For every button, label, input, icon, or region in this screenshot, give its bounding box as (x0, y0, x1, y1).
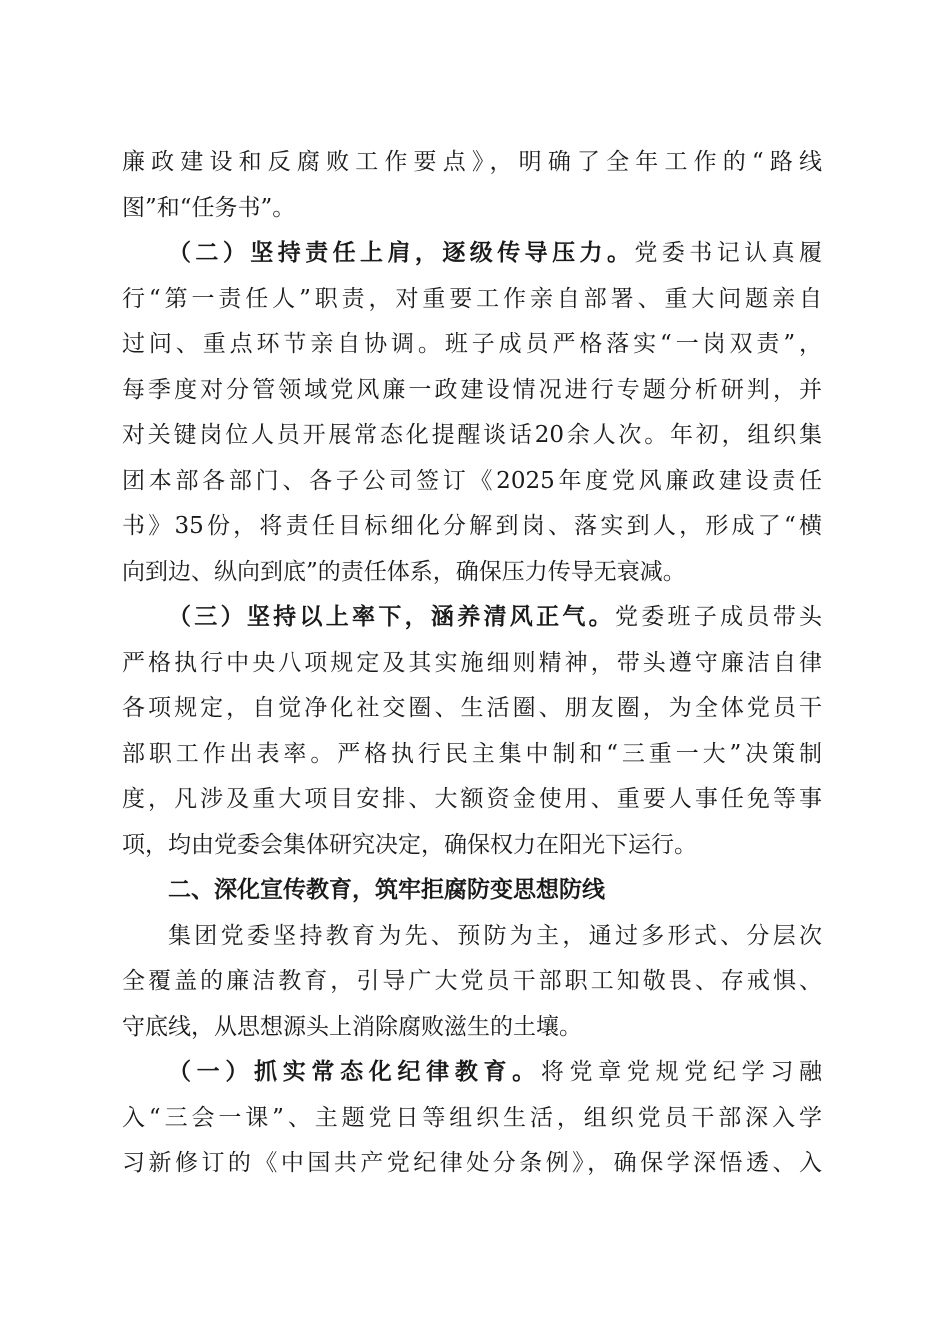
section-heading: 二、深化宣传教育，筑牢拒腐防变思想防线 (168, 877, 605, 903)
text-line: 入“三会一课”、主题党日等组织生活，组织党员干部深入学 (122, 1104, 822, 1131)
text-line: 廉政建设和反腐败工作要点》，明确了全年工作的“路线 (122, 149, 822, 175)
text-line: 书》35份，将责任目标细化分解到岗、落实到人，形成了“横 (122, 513, 822, 539)
text-line: 向到边、纵向到底”的责任体系，确保压力传导无衰减。 (122, 558, 686, 585)
paragraph-lead-line (122, 595, 822, 641)
text-line: 集团党委坚持教育为先、预防为主，通过多形式、分层次 (168, 922, 822, 949)
paragraph-lead: （一）抓实常态化纪律教育。 (168, 1059, 541, 1085)
paragraph-lead: （二）坚持责任上肩，逐级传导压力。 (168, 240, 635, 266)
paragraph-lead: （三）坚持以上率下，涵养清风正气。 (168, 604, 615, 630)
text-line: 图”和“任务书”。 (122, 194, 296, 221)
text-line: 过问、重点环节亲自协调。班子成员严格落实“一岗双责”， (122, 331, 822, 357)
text-line: 守底线，从思想源头上消除腐败滋生的土壤。 (122, 1013, 582, 1040)
text-line: 全覆盖的廉洁教育，引导广大党员干部职工知敬畏、存戒惧、 (122, 968, 822, 994)
text-line: 严格执行中央八项规定及其实施细则精神，带头遵守廉洁自律 (122, 649, 822, 676)
paragraph-lead-line (122, 231, 822, 277)
text-span: 党委书记认真履 (634, 240, 823, 266)
text-line: 习新修订的《中国共产党纪律处分条例》，确保学深悟透、入 (122, 1150, 822, 1176)
text-line: 部职工作出表率。严格执行民主集中制和“三重一大”决策制 (122, 740, 822, 767)
text-line: 每季度对分管领域党风廉一政建设情况进行专题分析研判，并 (122, 376, 822, 403)
text-line: 项，均由党委会集体研究决定，确保权力在阳光下运行。 (122, 831, 697, 858)
paragraph-lead-line (122, 1050, 822, 1096)
text-span: 党委班子成员带头 (614, 604, 823, 630)
text-line: 度，凡涉及重大项目安排、大额资金使用、重要人事任免等事 (122, 786, 822, 812)
text-line: 行“第一责任人”职责，对重要工作亲自部署、重大问题亲自 (122, 285, 822, 312)
text-line: 各项规定，自觉净化社交圈、生活圈、朋友圈，为全体党员干 (122, 695, 822, 721)
document-body (122, 140, 822, 1187)
text-line: 团本部各部门、各子公司签订《2025年度党风廉政建设责任 (122, 467, 822, 494)
text-line: 对关键岗位人员开展常态化提醒谈话20余人次。年初，组织集 (122, 422, 822, 448)
text-span: 将党章党规党纪学习融 (540, 1059, 823, 1085)
